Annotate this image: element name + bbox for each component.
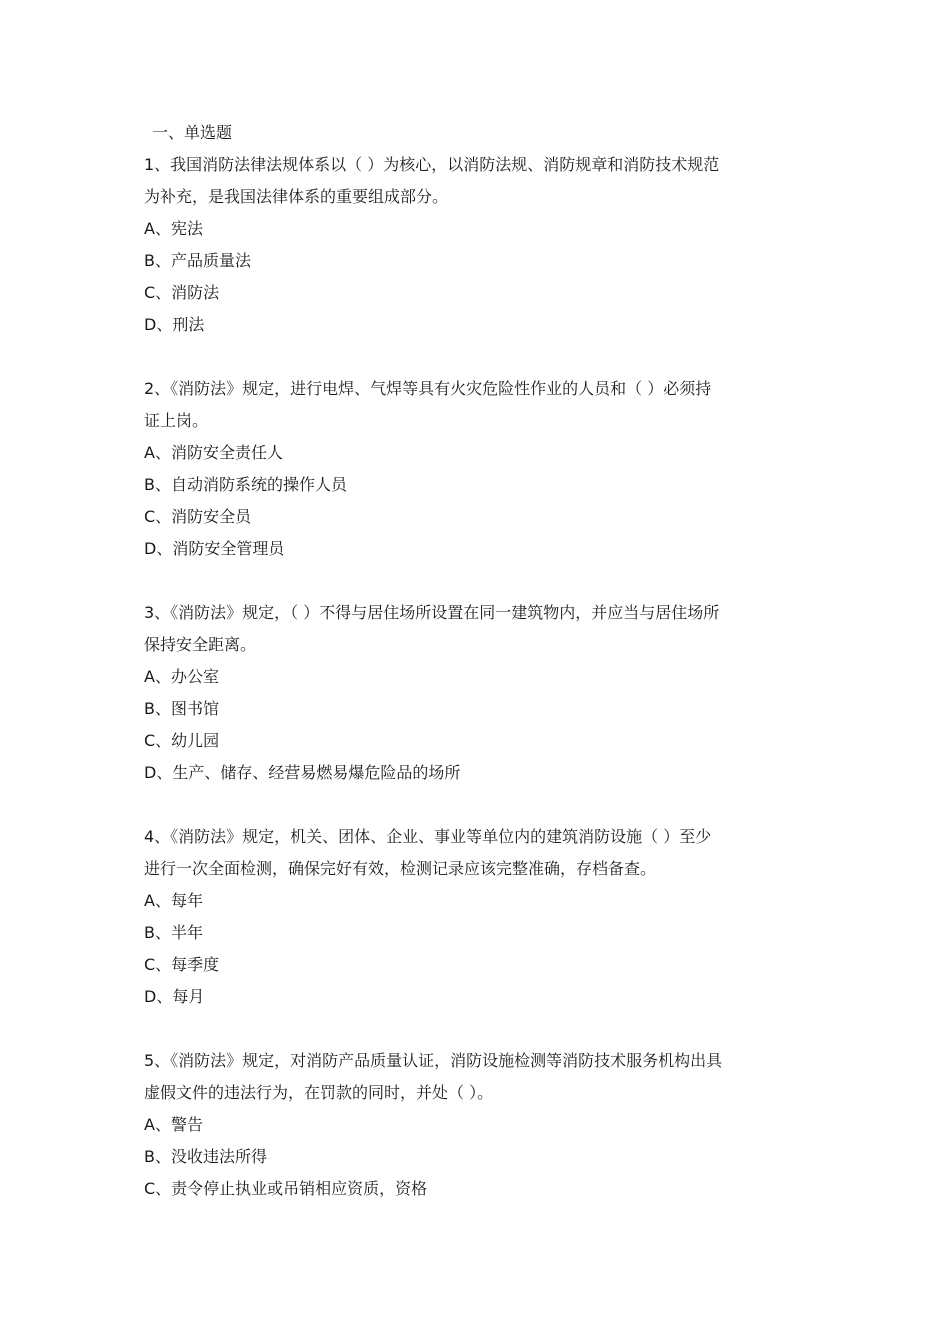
question-text: 虚假文件的违法行为，在罚款的同时，并处（ ）。: [144, 1083, 494, 1102]
option-a: A、宪法: [144, 219, 203, 238]
option-d: D、生产、储存、经营易燃易爆危险品的场所: [144, 763, 461, 782]
question-text: 5、《消防法》规定，对消防产品质量认证，消防设施检测等消防技术服务机构出具: [144, 1051, 723, 1070]
question-1: [144, 149, 784, 341]
option-d: D、每月: [144, 987, 205, 1006]
question-text: 证上岗。: [144, 411, 209, 430]
question-text: 2、《消防法》规定，进行电焊、气焊等具有火灾危险性作业的人员和（ ）必须持: [144, 379, 712, 398]
document-page: [144, 117, 784, 1205]
question-3: [144, 597, 784, 789]
section-title: 一、单选题: [152, 123, 233, 142]
option-c: C、每季度: [144, 955, 220, 974]
option-c: C、幼儿园: [144, 731, 220, 750]
question-text: 4、《消防法》规定，机关、团体、企业、事业等单位内的建筑消防设施（ ）至少: [144, 827, 712, 846]
question-text: 1、我国消防法律法规体系以（ ）为核心，以消防法规、消防规章和消防技术规范: [144, 155, 720, 174]
option-b: B、图书馆: [144, 699, 219, 718]
option-a: A、办公室: [144, 667, 219, 686]
question-4: [144, 821, 784, 1013]
option-c: C、消防安全员: [144, 507, 252, 526]
option-b: B、没收违法所得: [144, 1147, 267, 1166]
option-a: A、消防安全责任人: [144, 443, 283, 462]
question-text: 为补充，是我国法律体系的重要组成部分。: [144, 187, 449, 206]
question-text: 保持安全距离。: [144, 635, 257, 654]
option-c: C、责令停止执业或吊销相应资质，资格: [144, 1179, 428, 1198]
option-b: B、产品质量法: [144, 251, 251, 270]
question-5: [144, 1045, 784, 1205]
option-b: B、自动消防系统的操作人员: [144, 475, 347, 494]
option-b: B、半年: [144, 923, 203, 942]
option-a: A、每年: [144, 891, 203, 910]
question-text: 进行一次全面检测，确保完好有效，检测记录应该完整准确，存档备查。: [144, 859, 657, 878]
question-2: [144, 373, 784, 565]
option-c: C、消防法: [144, 283, 220, 302]
question-text: 3、《消防法》规定，（ ）不得与居住场所设置在同一建筑物内，并应当与居住场所: [144, 603, 720, 622]
option-a: A、警告: [144, 1115, 203, 1134]
option-d: D、消防安全管理员: [144, 539, 285, 558]
option-d: D、刑法: [144, 315, 205, 334]
